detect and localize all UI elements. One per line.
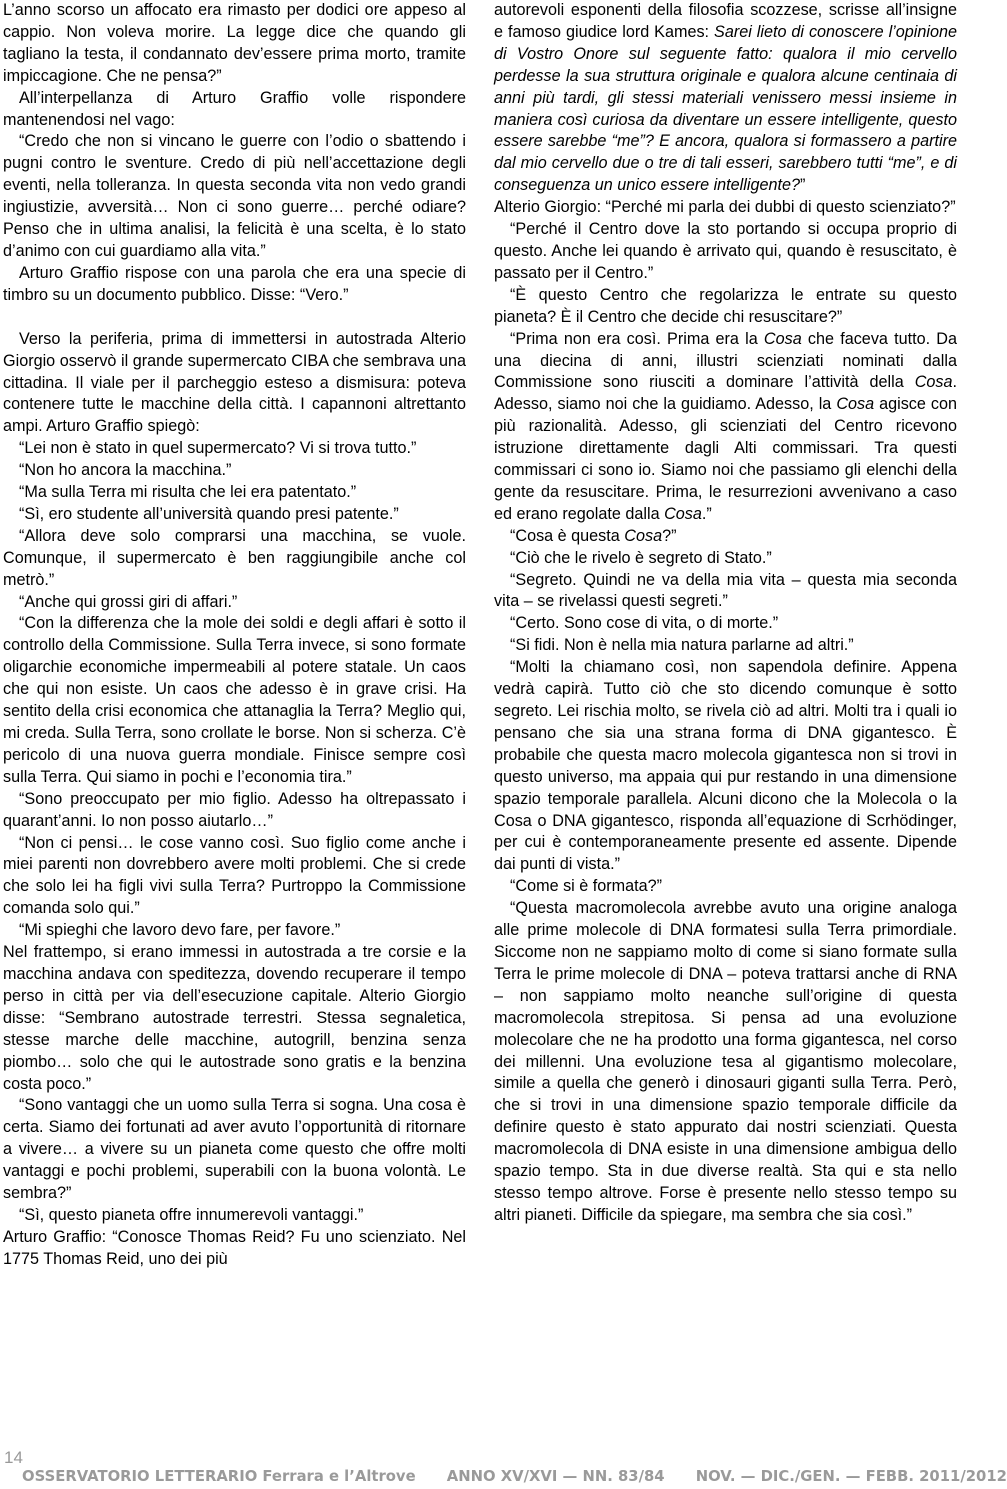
page-number: 14: [4, 1448, 23, 1467]
left-paragraph: “Sono preoccupato per mio figlio. Adesso ha oltrepassato i quarant’anni. Io non posso aiutarlo…”: [3, 789, 466, 830]
right-paragraph: “Perché il Centro dove la sto portando si occupa proprio di questo. Anche lei quando è arrivato qui, quando è resuscitato, è passato per il Centro.”: [494, 220, 957, 282]
left-paragraph: Arturo Graffio: “Conosce Thomas Reid? Fu uno scienziato. Nel 1775 Thomas Reid, uno dei più: [3, 1227, 466, 1268]
page-footer: [22, 1468, 1007, 1485]
left-paragraph: “Sì, questo pianeta offre innumerevoli vantaggi.”: [19, 1205, 364, 1224]
right-paragraph: “Certo. Sono cose di vita, o di morte.”: [510, 614, 779, 633]
right-paragraph: “Come si è formata?”: [510, 877, 663, 896]
left-paragraph: “Non ho ancora la macchina.”: [19, 461, 232, 480]
right-column: [494, 0, 957, 1227]
left-column: [3, 0, 466, 1271]
right-paragraph: “Questa macromolecola avrebbe avuto una origine analoga alle prime molecole di DNA formatesi sulla Terra primordiale. Siccome non ne sappiamo molto di come si siano formate sulla Terra le prime molecole di DNA – poteva trattarsi anche di RNA – non sappiamo molto neanche sull’origine di questa macromolecola strepitosa. Si pensa ad una evoluzione molecolare che ne ha prodotto una forma gigantesca, nel corso dei millenni. Una evoluzione tesa al gigantismo molecolare, simile a quella che generò i dinosauri giganti sulla Terra. Però, che si trovi in una dimensione spazio temporale difficile da definire questo è stato appurato dai nostri scienziati. Questa macromolecola di DNA esiste in una dimensione ambigua dello spazio tempo. Sta in due diverse realtà. Sta qui e sta nello stesso tempo altrove. Forse è presente nello stesso tempo su altri pianeti. Difficile da spiegare, ma sembra che sia così.”: [494, 899, 957, 1224]
footer-issue: ANNO XV/XVI — NN. 83/84: [446, 1468, 665, 1485]
left-paragraph: “Sono vantaggi che un uomo sulla Terra si sogna. Una cosa è certa. Siamo dei fortunati ad aver avuto l’opportunità di ritornare a vivere… a vivere su un pianeta come questo che offre molti vantaggi e pochi problemi, superabili con la buona volontà. Le sembra?”: [3, 1096, 466, 1203]
left-paragraph: All’interpellanza di Arturo Graffio volle rispondere mantenendosi nel vago:: [3, 88, 466, 129]
left-paragraph: L’anno scorso un affocato era rimasto per dodici ore appeso al cappio. Non voleva morire. La legge dice che quando gli tagliano la testa, il condannato dev’essere prima morto, tramite impiccagione. Che ne pensa?”: [3, 1, 466, 85]
right-paragraph: “Molti la chiamano così, non sapendola definire. Appena vedrà capirà. Tutto ciò che sto dicendo comunque è sotto segreto. Lei rischia molto, se rivela ciò ad altri. Molti tra i quali io pensano che sia una strana forma di DNA gigantesco. È probabile che questa macro molecola gigantesca non si trovi in questo universo, ma appaia qui pur restando in una dimensione spazio temporale parallela. Alcuni dicono che la Molecola o la Cosa o DNA gigantesco, risponda all’equazione di Scrhödinger, per cui è contemporaneamente presente ed assente. Dipende dai punti di vista.”: [494, 658, 957, 874]
footer-publication: OSSERVATORIO LETTERARIO Ferrara e l’Altrove: [22, 1468, 416, 1485]
right-paragraph: “È questo Centro che regolarizza le entrate su questo pianeta? È il Centro che decide chi resuscitare?”: [494, 285, 957, 326]
left-paragraph: “Sì, ero studente all’università quando presi patente.”: [19, 504, 399, 523]
left-paragraph: “Non ci pensi… le cose vanno così. Suo figlio come anche i miei parenti non dovrebbero avere molti problemi. Che si crede che solo lei ha figli vivi sulla Terra? Purtroppo la Commissione comanda solo qui.”: [3, 833, 466, 918]
left-paragraph: “Lei non è stato in quel supermercato? Vi si trova tutto.”: [19, 439, 417, 458]
left-paragraph: “Con la differenza che la mole dei soldi e degli affari è sotto il controllo della Commissione. Sulla Terra invece, si sono formate oligarchie economiche impermeabili al potere statale. Un caos che qui non esiste. Un caos che adesso è in grave crisi. Ha sentito della crisi economica che attanaglia la Terra? Meglio qui, mi creda. Sulla Terra, sono crollate le borse. Non si scherza. C’è pericolo di una nuova guerra mondiale. Finisce sempre così sulla Terra. Qui siamo in pochi e l’economia tira.”: [3, 614, 466, 786]
right-paragraph: “Segreto. Quindi ne va della mia vita – questa mia seconda vita – se rivelassi questi segreti.”: [494, 570, 957, 611]
left-paragraph: “Ma sulla Terra mi risulta che lei era patentato.”: [19, 483, 357, 502]
right-paragraph: “Prima non era così. Prima era la Cosa che faceva tutto. Da una diecina di anni, illustri scienziati nominati dalla Commissione sono riusciti a dominare l’attività della Cosa. Adesso, siamo noi che la guidiamo. Adesso, la Cosa agisce con più razionalità. Adesso, gli scienziati del Centro ricevono istruzione direttamente dagli Alti commissari. Tra questi commissari ci sono io. Siamo noi che passiamo gli elenchi della gente da resuscitare. Prima, le resurrezioni avvenivano a caso ed erano regolate dalla Cosa.”: [494, 329, 957, 523]
right-paragraph: autorevoli esponenti della filosofia scozzese, scrisse all’insigne e famoso giudice lord Kames: Sarei lieto di conoscere l’opinione di Vostro Onore sul seguente fatto: qualora il mio cervello perdesse la sua struttura originale e qualora alcune centinaia di anni più tardi, gli stessi materiali venissero messi insieme in maniera così curiosa da diventare un essere intelligente, questo essere sarebbe “me”? E ancora, qualora si formassero a partire dal mio cervello due o tre di tali esseri, sarebbero tutti “me”, e di conseguenza un unico essere intelligente?”: [494, 1, 957, 195]
left-paragraph: Arturo Graffio rispose con una parola che era una specie di timbro su un documento pubblico. Disse: “Vero.”: [3, 263, 466, 304]
left-paragraph: “Mi spieghi che lavoro devo fare, per favore.”: [19, 921, 341, 940]
left-paragraph: Verso la periferia, prima di immettersi in autostrada Alterio Giorgio osservò il grande supermercato CIBA che sembrava una cittadina. Il viale per il parcheggio esteso a dismisura: poteva contenere tutte le macchine della città. I capannoni altrettanto ampi. Arturo Graffio spiegò:: [3, 329, 466, 436]
left-paragraph: “Credo che non si vincano le guerre con l’odio o sbattendo i pugni contro le sventure. Credo di più nell’accettazione degli eventi, nella tolleranza. In questa seconda vita non vedo grandi ingiustizie, avversità… Non ci sono guerre… perché odiare? Penso che in ultima analisi, la felicità è una scelta, è lo stato d’animo con cui guardiamo alla vita.”: [3, 132, 466, 260]
right-paragraph: “Ciò che le rivelo è segreto di Stato.”: [510, 548, 772, 567]
right-paragraph: Alterio Giorgio: “Perché mi parla dei dubbi di questo scienziato?”: [494, 198, 956, 217]
right-paragraph: “Si fidi. Non è nella mia natura parlarne ad altri.”: [510, 636, 854, 655]
right-paragraph: “Cosa è questa Cosa?”: [510, 526, 677, 545]
left-paragraph: Nel frattempo, si erano immessi in autostrada a tre corsie e la macchina andava con speditezza, dovendo recuperare il tempo perso in città per via dell’esecuzione capitale. Alterio Giorgio disse: “Sembrano autostrade terrestri. Stessa segnaletica, stesse marche delle macchine, autogrill, benzina senza piombo… solo che qui le autostrade sono gratis e la benzina costa poco.”: [3, 943, 466, 1093]
left-paragraph: “Anche qui grossi giri di affari.”: [19, 592, 238, 611]
footer-date: NOV. — DIC./GEN. — FEBB. 2011/2012: [695, 1468, 1007, 1485]
left-paragraph: “Allora deve solo comprarsi una macchina, se vuole. Comunque, il supermercato è ben raggiungibile anche col metrò.”: [3, 526, 466, 589]
